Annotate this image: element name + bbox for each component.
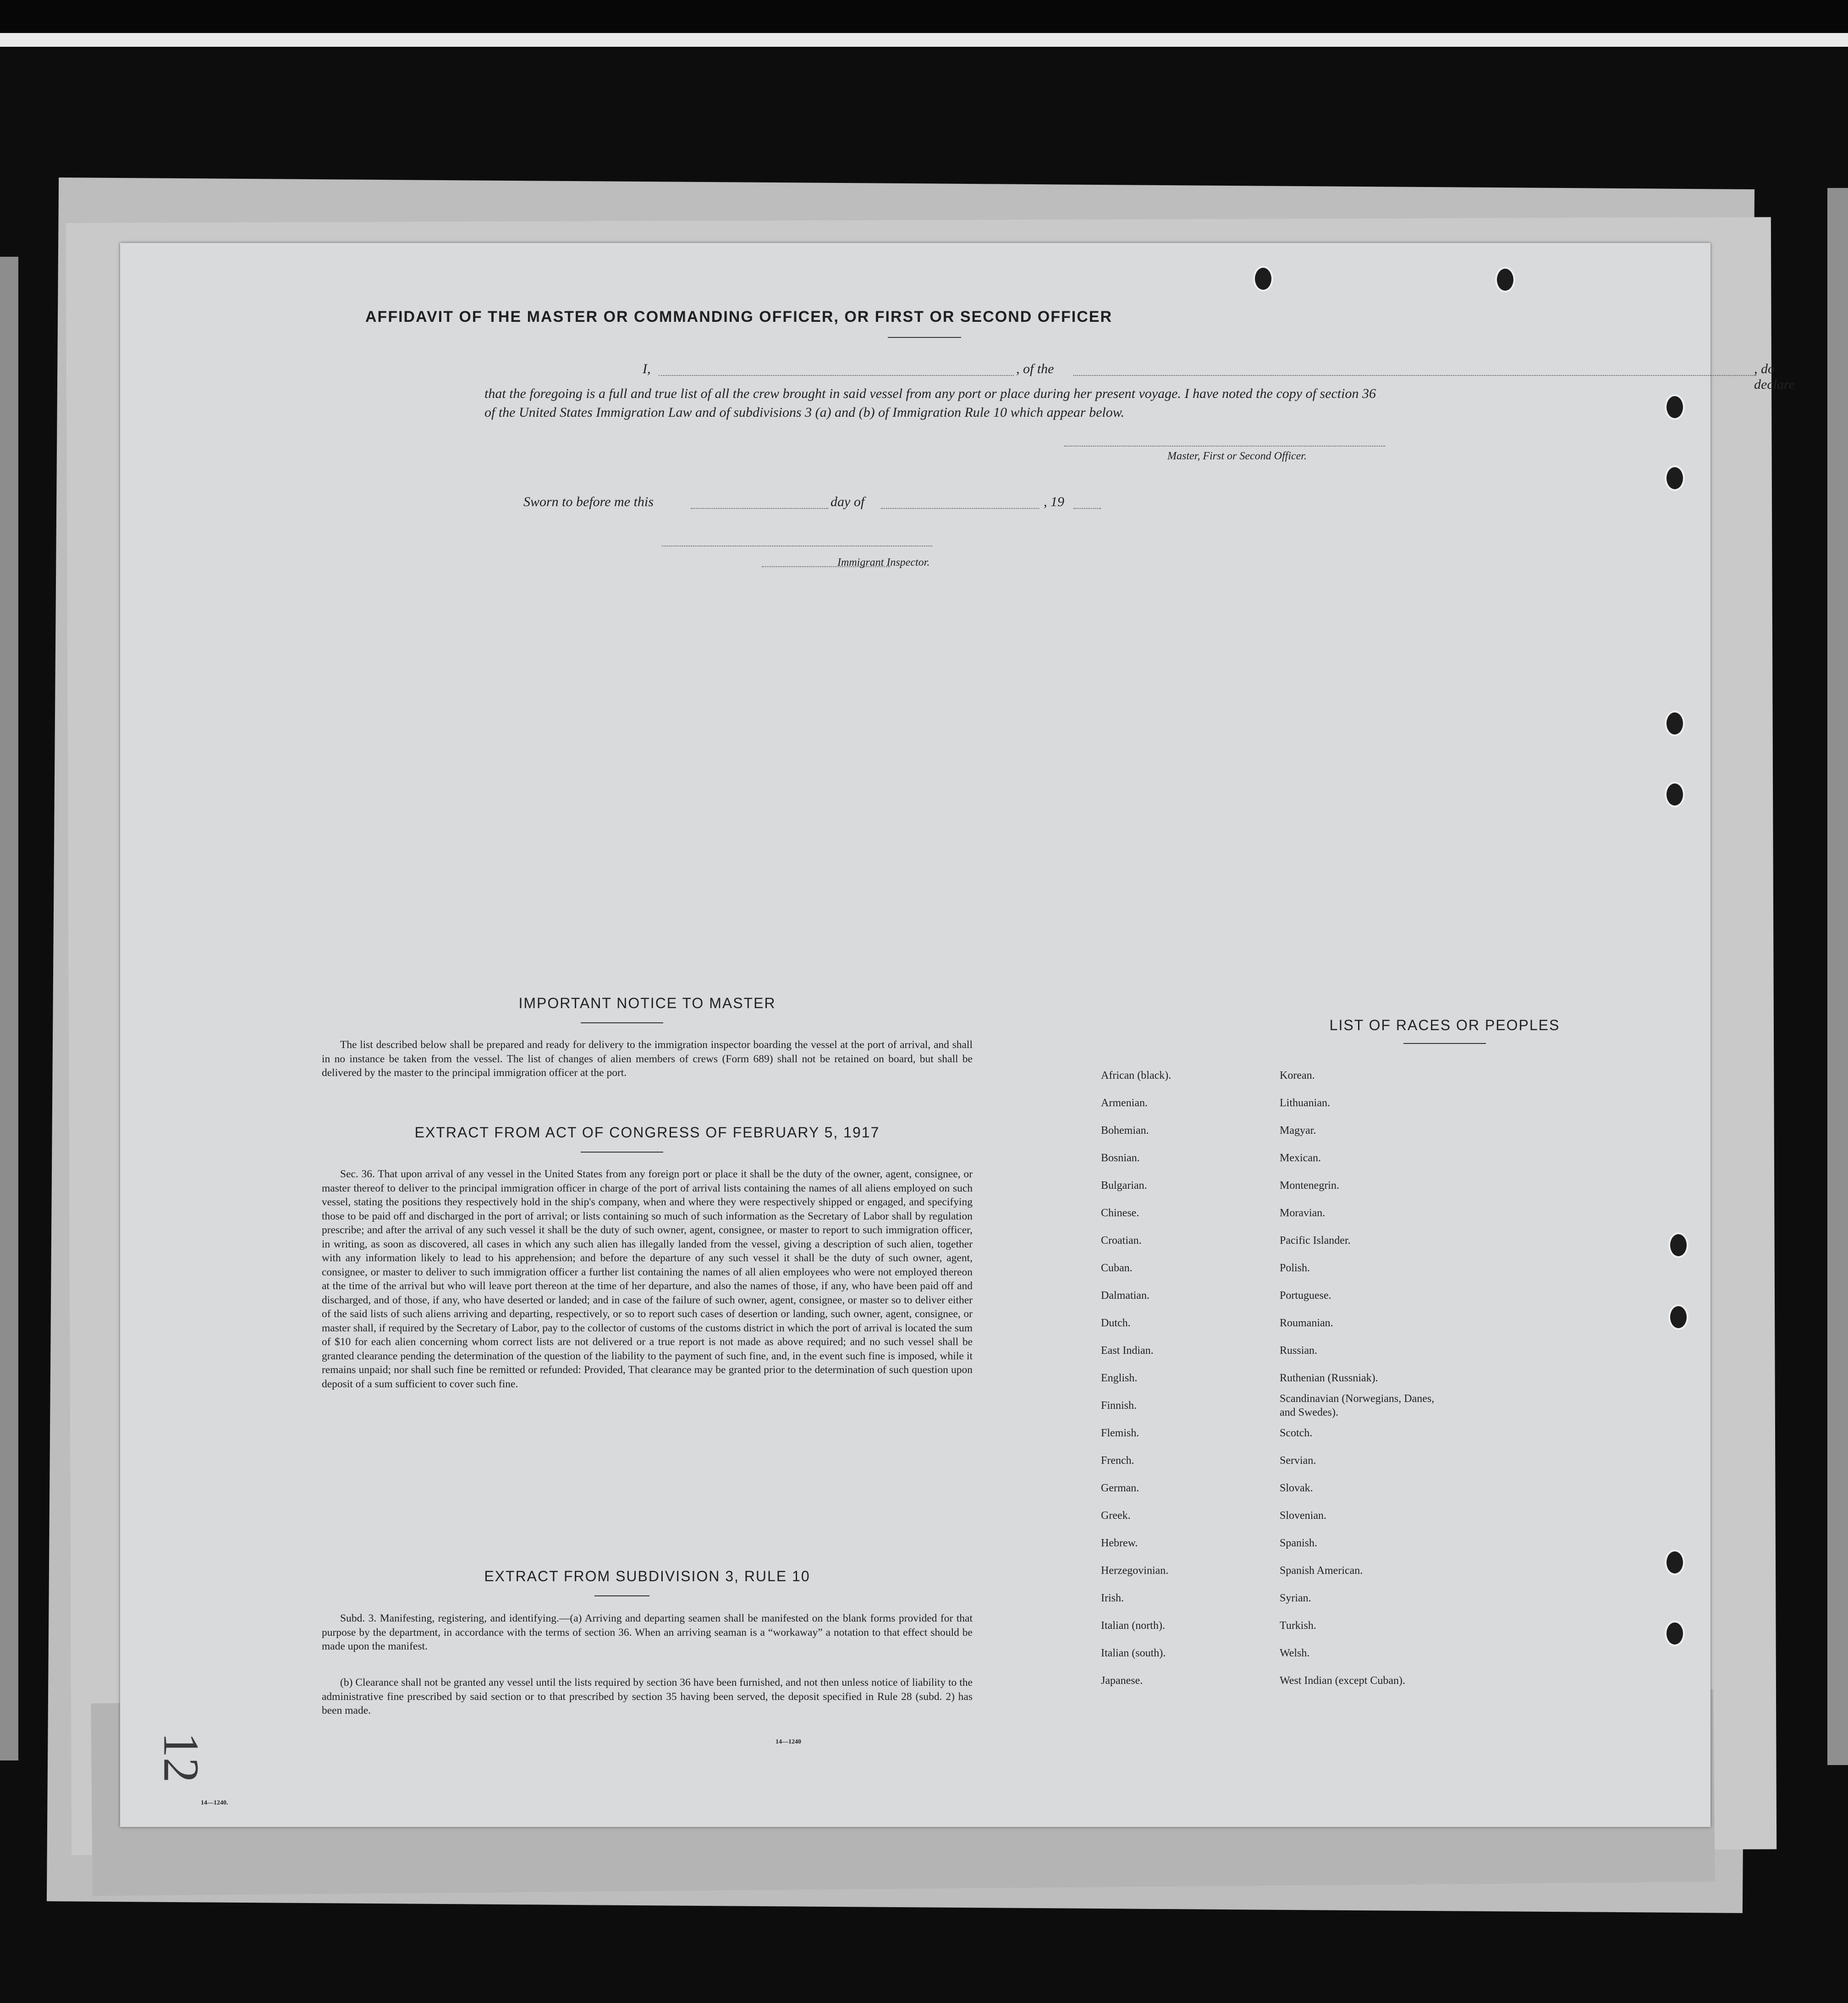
race-item: Pacific Islander. [1280,1235,1351,1247]
form-number: 14—1240 [776,1738,801,1745]
punch-hole [1665,465,1685,491]
race-item: Italian (north). [1101,1620,1165,1632]
race-item: Scandinavian (Norwegians, Danes, and Swedes). [1280,1393,1435,1418]
declaration-body: that the foregoing is a full and true list of all the crew brought in said vessel from any port or place during her present voyage. I have noted the copy of section 36 of the United States Immigration Law and of subdivisions 3 (a) and (b) of Immigration Rule 10 which appear below. [484,386,1376,420]
do-declare-label: , do declare [1754,361,1795,392]
race-item: Scotch. [1280,1427,1313,1439]
rule-para-a: Subd. 3. Manifesting, registering, and identifying.—(a) Arriving and departing seamen shall be manifested on the blank forms provided for that purpose by the department, in accordance with the terms of section 36. When an arriving seaman is a “workaway” a notation to that effect should be made upon the manifest. [322,1612,973,1652]
race-item: Servian. [1280,1455,1316,1467]
race-item: Syrian. [1280,1592,1311,1604]
day-of-label: day of [830,494,865,509]
punch-hole [1665,1550,1685,1575]
race-item: Moravian. [1280,1207,1326,1219]
adjacent-page-left [0,257,18,1760]
races-title: LIST OF RACES OR PEOPLES [1329,1017,1560,1033]
race-item: Chinese. [1101,1207,1139,1219]
race-item: Cuban. [1101,1262,1133,1274]
race-item: West Indian (except Cuban). [1280,1675,1405,1687]
race-item: French. [1101,1455,1134,1467]
manifest-page [120,243,1795,1827]
race-item: Bulgarian. [1101,1180,1147,1192]
race-item: Magyar. [1280,1125,1316,1137]
race-item: Polish. [1280,1262,1310,1274]
race-item: Italian (south). [1101,1647,1166,1659]
race-item: Armenian. [1101,1097,1148,1109]
rule-para-b: (b) Clearance shall not be granted any vessel until the lists required by section 36 have been furnished, and not then unless notice of liability to the administrative fine prescribed by said section or to that prescribed by section 35 having been served, the deposit specified in Rule 28 (subd. 2) has been made. [322,1677,973,1716]
declaration-line [484,361,1795,392]
race-item: Irish. [1101,1592,1124,1604]
race-item: Turkish. [1280,1620,1316,1632]
title-divider [888,337,961,338]
punch-hole [1668,1304,1688,1330]
punch-hole [1665,394,1685,420]
race-item: African (black). [1101,1070,1172,1082]
race-item: Hebrew. [1101,1537,1138,1549]
notice-title: IMPORTANT NOTICE TO MASTER [518,995,776,1011]
race-item: Dutch. [1101,1317,1131,1329]
race-item: Slovak. [1280,1482,1313,1494]
handwritten-mark: 12 [153,1732,209,1783]
affidavit-title: AFFIDAVIT OF THE MASTER OR COMMANDING OFFICER, OR FIRST OR SECOND OFFICER [365,308,1112,326]
year-label: , 19 [1044,494,1064,509]
punch-hole [1665,711,1685,736]
races-divider [1403,1043,1486,1044]
month-blank [881,508,1039,509]
punch-hole [1665,1621,1685,1646]
race-item: Croatian. [1101,1235,1142,1247]
race-item: Bosnian. [1101,1152,1140,1164]
form-number-bottom: 14—1240. [201,1799,228,1806]
scanner-top-bar [0,0,1848,33]
race-item: Slovenian. [1280,1510,1326,1522]
race-item: Japanese. [1101,1675,1143,1687]
race-item: Bohemian. [1101,1125,1149,1137]
day-blank [691,508,828,509]
sworn-label: Sworn to before me this [523,494,654,509]
year-blank [1073,508,1101,509]
race-item: English. [1101,1372,1138,1384]
race-item: German. [1101,1482,1139,1494]
race-item: Spanish American. [1280,1565,1363,1577]
race-item: Korean. [1280,1070,1315,1082]
extract-act-text: Sec. 36. That upon arrival of any vessel in the United States from any foreign port or place it shall be the duty of the owner, agent, consignee, or master thereof to deliver to the principal immigration officer in charge of the port of arrival lists containing the names of all aliens employed on such vessel, stating the positions they respectively hold in the ship's company, when and where they were respectively shipped or engaged, and specifying those to be paid off and discharged in the port of arrival; or lists containing so much of such information as the Secretary of Labor shall by regulation prescribe; and after the arrival of any such vessel it shall be the duty of such owner, agent, consignee, or master to report to such immigration officer, in writing, as soon as discovered, all cases in which any such alien has illegally landed from the vessel, giving a description of such alien, together with any information likely to lead to his apprehension; and before the departure of any such vessel it shall be the duty of such owner, agent, consignee, or master to deliver to such immigration officer a further list containing the names of all alien employees who were not employed thereon at the time of the arrival but who will leave port thereon at the time of her departure, and also the names of those, if any, who have been paid off and discharged, and of those, if any, who have deserted or landed; and in case of the failure of such owner, agent, consignee, or master so to deliver either of the said lists of such aliens arriving and departing, respectively, or so to report such cases of desertion or landing, such owner, agent, consignee, or master shall, if required by the Secretary of Labor, pay to the collector of customs of the customs district in which the port of arrival is located the sum of $10 for each alien concerning whom correct lists are not delivered or a true report is not made as above required; and no such vessel shall be granted clearance pending the determination of the question of the liability to the payment of such fine, and, in the event such fine is imposed, while it remains unpaid; nor shall such fine be remitted or refunded: Provided, That clearance may be granted prior to the determination of such question upon deposit of a sum sufficient to cover such fine. [322,1168,973,1390]
race-item: Spanish. [1280,1537,1318,1549]
race-item: Herzegovinian. [1101,1565,1169,1577]
vessel-blank [1073,375,1756,376]
extract-act-title: EXTRACT FROM ACT OF CONGRESS OF FEBRUARY 5, 1917 [414,1124,880,1141]
race-item: Roumanian. [1280,1317,1333,1329]
notice-divider [581,1022,663,1023]
scanner-top-strip [0,33,1848,47]
punch-hole [1495,267,1515,292]
race-item: Welsh. [1280,1647,1310,1659]
punch-hole [1665,782,1685,807]
race-item: Mexican. [1280,1152,1321,1164]
name-blank [659,375,1014,376]
race-item: East Indian. [1101,1345,1154,1357]
race-item: Dalmatian. [1101,1290,1150,1302]
race-item: Russian. [1280,1345,1318,1357]
i-label: I, [643,361,651,376]
signature-label: Master, First or Second Officer. [1167,450,1307,462]
extract-rule-divider [594,1595,649,1596]
race-item: Flemish. [1101,1427,1139,1439]
notice-text: The list described below shall be prepared and ready for delivery to the immigration inspector boarding the vessel at the port of arrival, and shall in no instance be taken from the vessel. The list of changes of alien members of crews (Form 689) shall not be retained on board, but shall be delivered by the master to the principal immigration officer at the port. [322,1039,973,1079]
race-item: Greek. [1101,1510,1131,1522]
of-the-label: , of the [1016,361,1054,376]
races-left-column [1101,1062,1171,1694]
race-item: Montenegrin. [1280,1180,1339,1192]
inspector-label: Immigrant Inspector. [837,557,930,568]
race-item: Portuguese. [1280,1290,1331,1302]
race-item: Ruthenian (Russniak). [1280,1372,1378,1384]
adjacent-page-right [1827,188,1848,1765]
punch-hole [1253,266,1273,292]
race-item: Lithuanian. [1280,1097,1330,1109]
extract-rule-title: EXTRACT FROM SUBDIVISION 3, RULE 10 [484,1568,810,1584]
punch-hole [1668,1232,1688,1258]
races-right-column [1280,1062,1445,1694]
race-item: Finnish. [1101,1400,1137,1412]
extract-act-divider [581,1152,663,1153]
signature-blank [1064,446,1385,447]
